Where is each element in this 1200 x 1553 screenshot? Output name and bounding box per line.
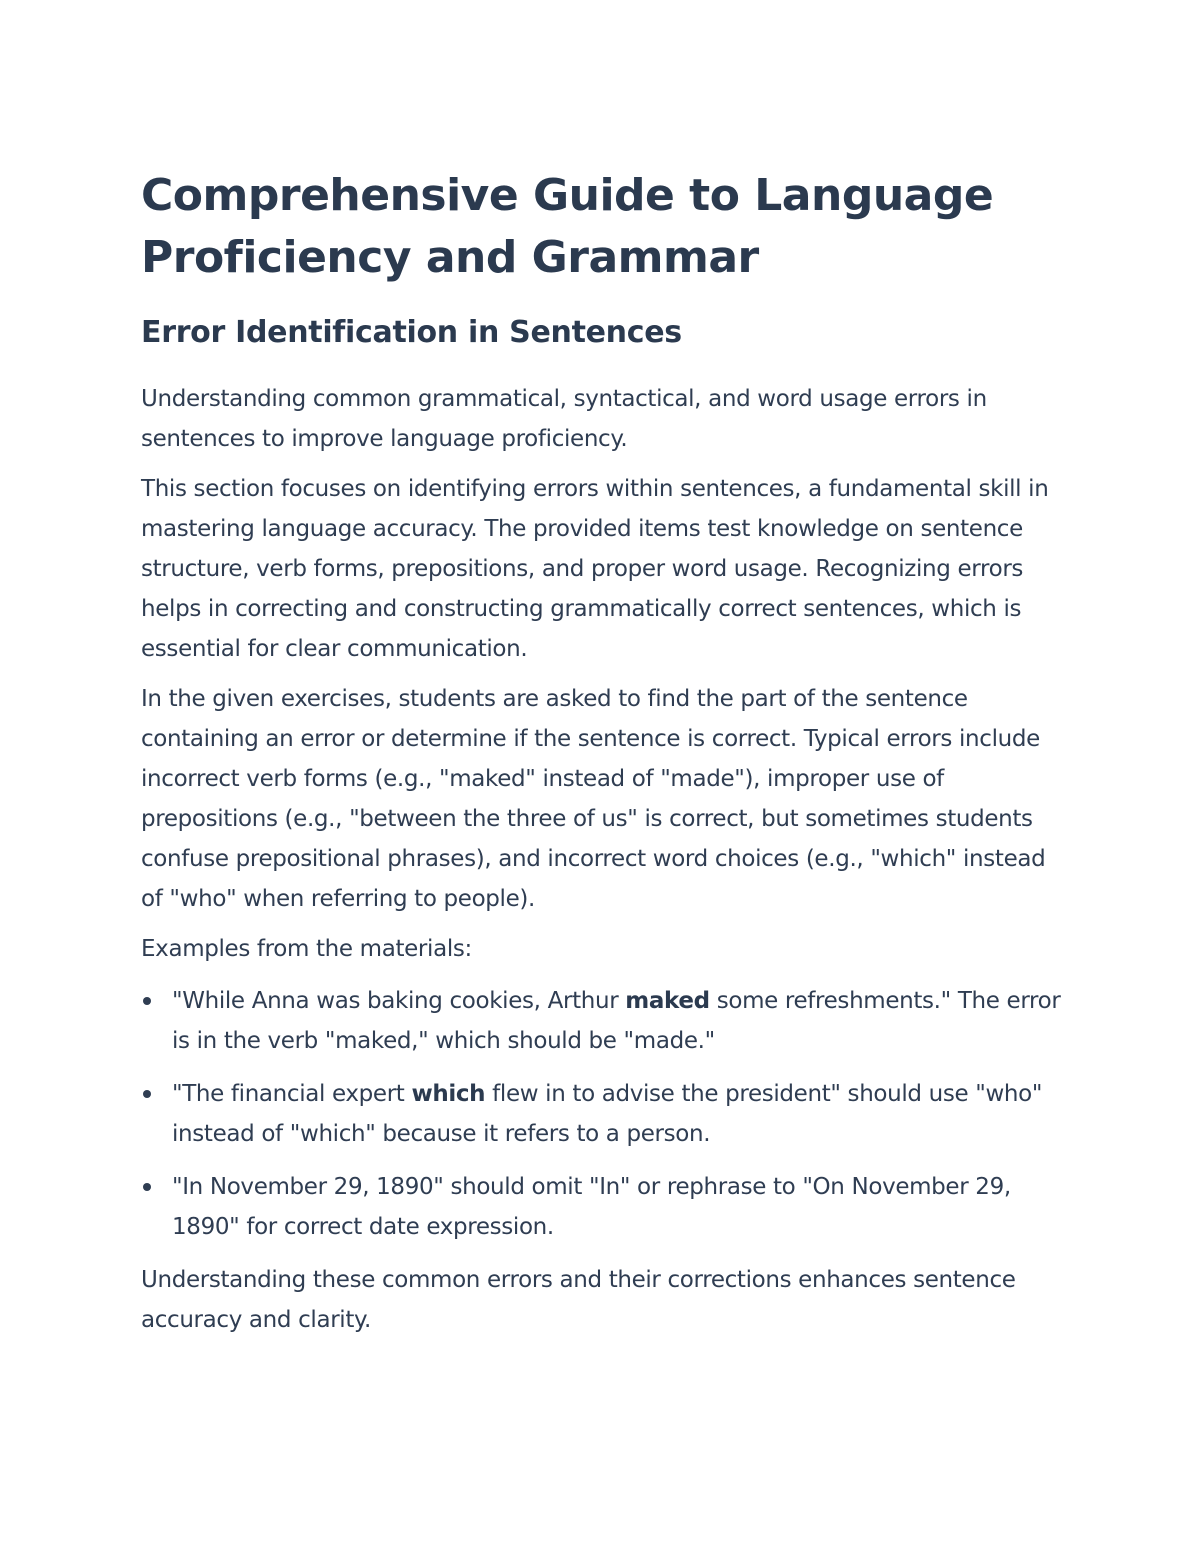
example-text-after: flew in to advise the president" should use "who" instead of "which" because it refers to a person. <box>172 1081 1043 1147</box>
bullet-icon <box>143 997 151 1005</box>
closing-paragraph: Understanding these common errors and their corrections enhances sentence accuracy and clarity. <box>141 1267 1016 1333</box>
example-error-word: which <box>411 1081 486 1107</box>
examples-intro: Examples from the materials: <box>141 936 472 962</box>
list-item <box>141 981 1071 1061</box>
bullet-icon <box>143 1183 151 1191</box>
example-error-word: maked <box>625 988 710 1014</box>
example-text-before: "In November 29, 1890" should omit "In" or rephrase to "On November 29, 1890" for correct date expression. <box>172 1174 1011 1240</box>
example-text-after: some refreshments." The error is in the verb "maked," which should be "made." <box>172 988 1061 1054</box>
body-paragraph-2: In the given exercises, students are asked to find the part of the sentence containing an error or determine if the sentence is correct. Typical errors include incorrect verb forms (e.g., "maked" instead of "made"), improper use of prepositions (e.g., "between the three of us" is correct, but sometimes students confuse prepositional phrases), and incorrect word choices (e.g., "which" instead of "who" when referring to people). <box>141 686 1046 912</box>
list-item <box>141 1167 1071 1247</box>
example-text-before: "The financial expert <box>172 1081 412 1107</box>
body-paragraph-1: This section focuses on identifying errors within sentences, a fundamental skill in mastering language accuracy. The provided items test knowledge on sentence structure, verb forms, prepositions, and proper word usage. Recognizing errors helps in correcting and constructing grammatically correct sentences, which is essential for clear communication. <box>141 476 1049 662</box>
examples-list <box>141 981 1071 1247</box>
section-summary: Understanding common grammatical, syntactical, and word usage errors in sentences to improve language proficiency. <box>141 386 987 452</box>
list-item <box>141 1074 1071 1154</box>
document-title: Comprehensive Guide to Language Proficiency and Grammar <box>141 170 994 283</box>
section-heading: Error Identification in Sentences <box>141 315 682 350</box>
document-page <box>141 165 1071 1340</box>
bullet-icon <box>143 1090 151 1098</box>
example-text-before: "While Anna was baking cookies, Arthur <box>172 988 626 1014</box>
